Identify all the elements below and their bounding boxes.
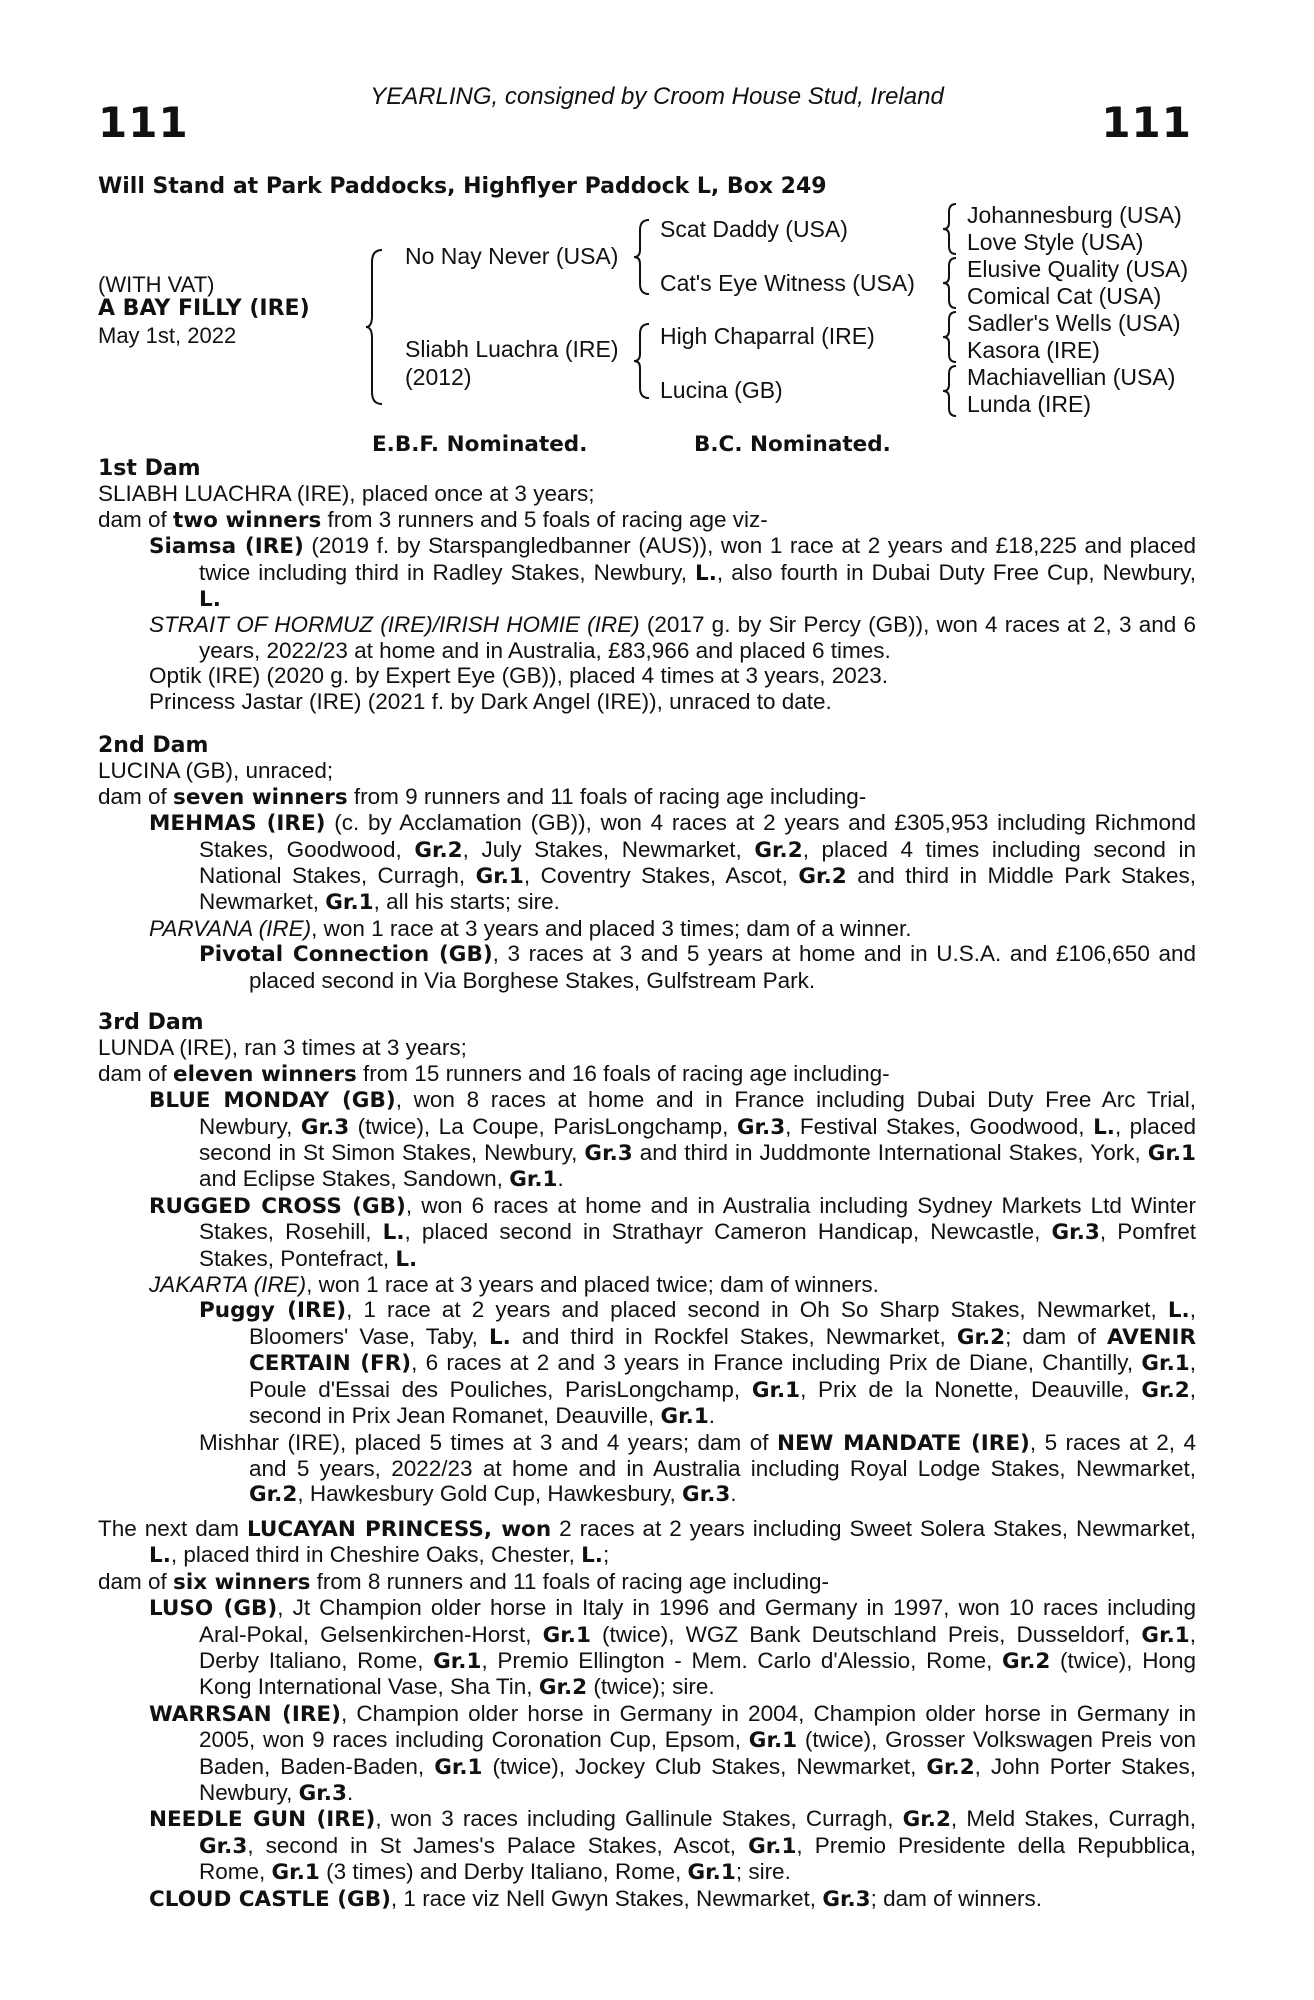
horse-name: A BAY FILLY (IRE)	[98, 296, 310, 321]
second-dam-produce: dam of seven winners from 9 runners and 11 foals of racing age including-	[98, 783, 867, 810]
next-dam-produce: dam of six winners from 8 runners and 11 foals of racing age including-	[98, 1568, 830, 1595]
second-dam-title: 2nd Dam	[98, 733, 209, 758]
first-dam-title: 1st Dam	[98, 456, 201, 481]
first-dam-produce: dam of two winners from 3 runners and 5 foals of racing age viz-	[98, 506, 768, 533]
ggp-5: Sadler's Wells (USA)	[967, 310, 1181, 336]
ggp-8: Lunda (IRE)	[967, 391, 1092, 417]
foaled-date: May 1st, 2022	[98, 323, 237, 348]
stand-location: Will Stand at Park Paddocks, Highflyer Paddock L, Box 249	[98, 174, 827, 199]
ggp-7: Machiavellian (USA)	[967, 364, 1176, 390]
third-dam-line: LUNDA (IRE), ran 3 times at 3 years;	[98, 1035, 467, 1061]
third-dam-produce: dam of eleven winners from 15 runners and 16 foals of racing age including-	[98, 1060, 890, 1087]
third-dam-entry-blue-monday: BLUE MONDAY (GB), won 8 races at home and in France including Dubai Duty Free Arc Trial, Newbury, Gr.3 (twice), La Coupe, ParisLongchamp, Gr.3, Festival Stakes, Goodwood, L., placed second in St Simon Stakes, Newbury, Gr.3 and third in Juddmonte International Stakes, York, Gr.1 and Eclipse Stakes, Sandown, Gr.1.	[149, 1087, 1196, 1193]
ggp-4: Comical Cat (USA)	[967, 283, 1162, 309]
second-dam-entry-parvana: PARVANA (IRE), won 1 race at 3 years and placed 3 times; dam of a winner.	[149, 915, 912, 941]
ggp-brace-3	[943, 310, 959, 364]
lot-number-right: 111	[1101, 98, 1192, 147]
next-dam-entry-warrsan: WARRSAN (IRE), Champion older horse in Germany in 2004, Champion older horse in Germany in 2005, won 9 races including Coronation Cup, Epsom, Gr.1 (twice), Grosser Volkswagen Preis von Baden, Baden-Baden, Gr.1 (twice), Jockey Club Stakes, Newmarket, Gr.2, John Porter Stakes, Newbury, Gr.3.	[149, 1700, 1197, 1807]
next-dam-entry-luso: LUSO (GB), Jt Champion older horse in Italy in 1996 and Germany in 1997, won 10 races including Aral-Pokal, Gelsenkirchen-Horst, Gr.1 (twice), WGZ Bank Deutschland Preis, Dusseldorf, Gr.1, Derby Italiano, Rome, Gr.1, Premio Ellington - Mem. Carlo d'Alessio, Rome, Gr.2 (twice), Hong Kong International Vase, Sha Tin, Gr.2 (twice); sire.	[149, 1595, 1197, 1701]
sire-dam: Cat's Eye Witness (USA)	[660, 270, 915, 296]
pedigree-brace-main	[366, 248, 386, 406]
ggp-brace-1	[943, 202, 959, 256]
sire-brace	[634, 218, 652, 296]
dam-sire: High Chaparral (IRE)	[660, 323, 875, 349]
bc-nominated: B.C. Nominated.	[694, 432, 891, 457]
sire: No Nay Never (USA)	[405, 243, 619, 269]
ggp-6: Kasora (IRE)	[967, 337, 1100, 363]
dam-brace	[634, 322, 652, 400]
first-dam-entry-optik: Optik (IRE) (2020 g. by Expert Eye (GB)), placed 4 times at 3 years, 2023.	[149, 663, 889, 689]
ggp-2: Love Style (USA)	[967, 229, 1144, 255]
consignor-line: YEARLING, consigned by Croom House Stud, Ireland	[370, 83, 944, 110]
second-dam-entry-mehmas: MEHMAS (IRE) (c. by Acclamation (GB)), won 4 races at 2 years and £305,953 including Richmond Stakes, Goodwood, Gr.2, July Stakes, Newmarket, Gr.2, placed 4 times including second in National Stakes, Curragh, Gr.1, Coventry Stakes, Ascot, Gr.2 and third in Middle Park Stakes, Newmarket, Gr.1, all his starts; sire.	[149, 810, 1196, 916]
third-dam-section	[98, 1010, 1196, 1508]
ggp-3: Elusive Quality (USA)	[967, 256, 1189, 282]
next-dam-entry-needle-gun: NEEDLE GUN (IRE), won 3 races including Gallinule Stakes, Curragh, Gr.2, Meld Stakes, Curragh, Gr.3, second in St James's Palace Stakes, Ascot, Gr.1, Premio Presidente della Repubblica, Rome, Gr.1 (3 times) and Derby Italiano, Rome, Gr.1; sire.	[149, 1806, 1196, 1886]
sire-sire: Scat Daddy (USA)	[660, 216, 848, 242]
next-dam-intro: The next dam LUCAYAN PRINCESS, won 2 races at 2 years including Sweet Solera Stakes, Newmarket, L., placed third in Cheshire Oaks, Chester, L.;	[98, 1516, 1197, 1569]
first-dam-entry-strait: STRAIT OF HORMUZ (IRE)/IRISH HOMIE (IRE) (2017 g. by Sir Percy (GB)), won 4 races at 2, 3 and 6 years, 2022/23 at home and in Australia, £83,966 and placed 6 times.	[149, 612, 1197, 663]
ggp-brace-2	[943, 256, 959, 310]
first-dam-entry-siamsa: Siamsa (IRE) (2019 f. by Starspangledbanner (AUS)), won 1 race at 2 years and £18,225 and placed twice including third in Radley Stakes, Newbury, L., also fourth in Dubai Duty Free Cup, Newbury, L.	[149, 533, 1196, 613]
next-dam-entry-cloud-castle: CLOUD CASTLE (GB), 1 race viz Nell Gwyn Stakes, Newmarket, Gr.3; dam of winners.	[149, 1885, 1042, 1912]
third-dam-title: 3rd Dam	[98, 1010, 204, 1035]
third-dam-entry-mishhar: Mishhar (IRE), placed 5 times at 3 and 4 years; dam of NEW MANDATE (IRE), 5 races at 2, 4 and 5 years, 2022/23 at home and in Australia including Royal Lodge Stakes, Newmarket, Gr.2, Hawkesbury Gold Cup, Hawkesbury, Gr.3.	[199, 1429, 1196, 1508]
third-dam-entry-puggy: Puggy (IRE), 1 race at 2 years and placed second in Oh So Sharp Stakes, Newmarket, L., Bloomers' Vase, Taby, L. and third in Rockfel Stakes, Newmarket, Gr.2; dam of AVENIR CERTAIN (FR), 6 races at 2 and 3 years in France including Prix de Diane, Chantilly, Gr.1, Poule d'Essai des Pouliches, ParisLongchamp, Gr.1, Prix de la Nonette, Deauville, Gr.2, second in Prix Jean Romanet, Deauville, Gr.1.	[199, 1297, 1197, 1430]
dam-dam: Lucina (GB)	[660, 377, 783, 403]
second-dam-line: LUCINA (GB), unraced;	[98, 758, 334, 784]
first-dam-line: SLIABH LUACHRA (IRE), placed once at 3 years;	[98, 481, 595, 507]
dam: Sliabh Luachra (IRE)	[405, 336, 619, 362]
third-dam-entry-rugged-cross: RUGGED CROSS (GB), won 6 races at home and in Australia including Sydney Markets Ltd Winter Stakes, Rosehill, L., placed second in Strathayr Cameron Handicap, Newcastle, Gr.3, Pomfret Stakes, Pontefract, L.	[149, 1192, 1197, 1272]
third-dam-entry-jakarta: JAKARTA (IRE), won 1 race at 3 years and placed twice; dam of winners.	[149, 1272, 879, 1298]
ebf-nominated: E.B.F. Nominated.	[372, 432, 588, 457]
lot-number-left: 111	[98, 98, 189, 147]
second-dam-entry-pivotal: Pivotal Connection (GB), 3 races at 3 and 5 years at home and in U.S.A. and £106,650 and placed second in Via Borghese Stakes, Gulfstream Park.	[199, 941, 1196, 993]
ggp-brace-4	[943, 364, 959, 418]
vat-note: (WITH VAT)	[98, 272, 215, 297]
first-dam-section	[98, 456, 1196, 714]
dam-year: (2012)	[405, 364, 472, 390]
ggp-1: Johannesburg (USA)	[967, 202, 1182, 228]
second-dam-section	[98, 733, 1196, 993]
next-dam-section	[98, 1516, 1196, 1912]
first-dam-entry-jastar: Princess Jastar (IRE) (2021 f. by Dark Angel (IRE)), unraced to date.	[149, 688, 832, 714]
